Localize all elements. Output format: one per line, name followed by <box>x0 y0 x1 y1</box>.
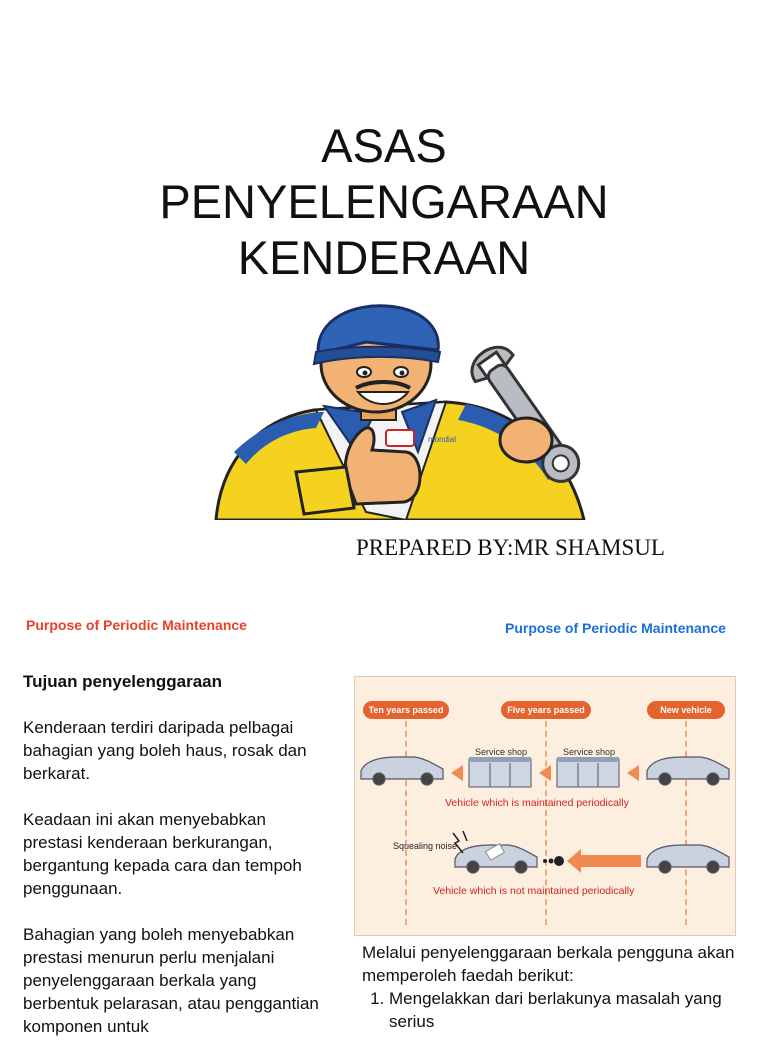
maintenance-diagram <box>354 676 736 936</box>
paragraph-2: Keadaan ini akan menyebabkan prestasi kenderaan berkurangan, bergantung kepada cara dan tempoh penggunaan. <box>23 810 302 898</box>
service-shop-label: Service shop <box>563 747 616 757</box>
slide-heading-right: Purpose of Periodic Maintenance <box>505 620 726 636</box>
benefits-text <box>362 941 762 1033</box>
car-icon <box>647 845 729 873</box>
content-slide <box>0 590 768 1036</box>
mechanic-illustration <box>196 302 604 520</box>
paragraph-1: Kenderaan terdiri daripada pelbagai bahagian yang boleh haus, rosak dan berkarat. <box>23 718 307 783</box>
svg-text:mondial: mondial <box>428 435 457 444</box>
prepared-by-text: PREPARED BY:MR SHAMSUL <box>356 535 665 560</box>
timeline-pill-new-vehicle: New vehicle <box>647 701 725 719</box>
title-line-1: ASAS <box>321 119 447 172</box>
benefits-list-item: 1. Mengelakkan dari berlakunya masalah yang serius <box>389 987 762 1033</box>
benefits-intro: Melalui penyelenggaraan berkala pengguna akan memperoleh faedah berikut: <box>362 943 735 985</box>
arrow-left-icon <box>539 765 551 781</box>
slide-heading-left: Purpose of Periodic Maintenance <box>26 617 247 633</box>
service-shop-label: Service shop <box>475 747 528 757</box>
paragraph-3: Bahagian yang boleh menyebabkan prestasi menurun perlu menjalani penyelenggaraan berkala yang berbentuk pelarasan, atau penggantian komponen untuk <box>23 925 319 1036</box>
timeline-pill-ten-years: Ten years passed <box>363 701 449 719</box>
squealing-noise-label: Squealing noise <box>393 841 458 851</box>
service-shop-icon <box>557 757 619 787</box>
left-text-column <box>23 670 328 1061</box>
subheading: Tujuan penyelenggaraan <box>23 672 223 691</box>
caption-not-maintained: Vehicle which is not maintained periodically <box>433 885 635 897</box>
car-icon <box>361 757 443 785</box>
arrow-left-icon <box>451 765 463 781</box>
service-shop-icon <box>469 757 531 787</box>
slide-title <box>0 118 768 286</box>
timeline-pill-five-years: Five years passed <box>501 701 591 719</box>
title-line-3: KENDERAAN <box>237 231 531 284</box>
car-icon <box>647 757 729 785</box>
benefits-list <box>362 987 762 1033</box>
caption-maintained: Vehicle which is maintained periodically <box>445 797 629 809</box>
damaged-car-icon <box>455 844 537 873</box>
title-line-2: PENYELENGARAAN <box>159 175 609 228</box>
arrow-left-icon <box>627 765 639 781</box>
arrow-left-icon <box>567 849 641 873</box>
